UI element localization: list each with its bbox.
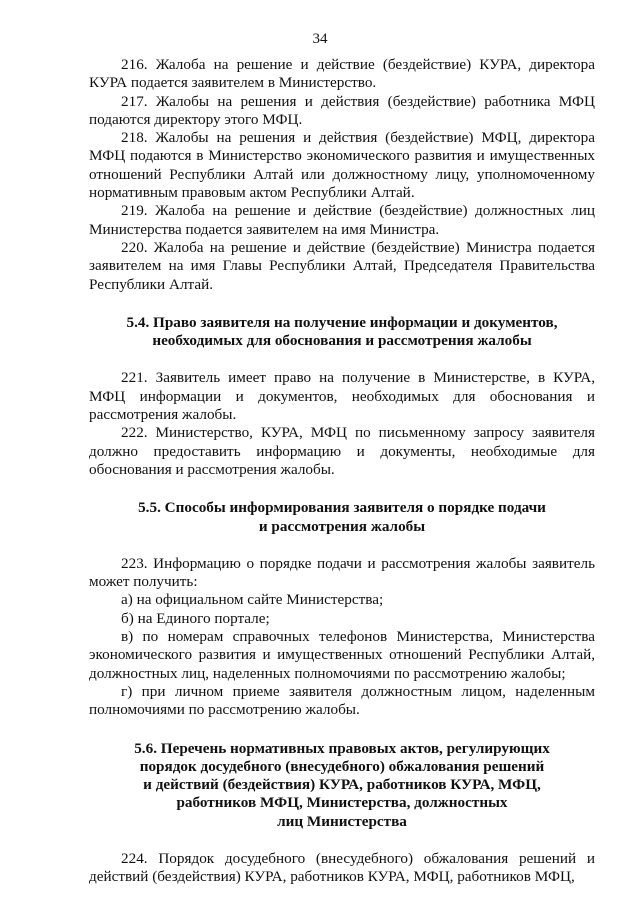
- paragraph-219: 219. Жалоба на решение и действие (бездействие) должностных лиц Министерства подается заявителем на имя Министра.: [89, 202, 595, 238]
- heading-line: 5.5. Способы информирования заявителя о порядке подачи: [138, 499, 546, 517]
- paragraph-222: 222. Министерство, КУРА, МФЦ по письменному запросу заявителя должно предоставить информацию и документы, необходимые для обоснования и рассмотрения жалобы.: [89, 424, 595, 478]
- heading-line: работников МФЦ, Министерства, должностных: [176, 794, 508, 812]
- section-heading-5-6: [89, 740, 595, 831]
- heading-line: лиц Министерства: [277, 812, 407, 830]
- section-5-6-body: [89, 850, 595, 887]
- paragraph-216: 216. Жалоба на решение и действие (бездействие) КУРА, директора КУРА подается заявителем в Министерство.: [89, 56, 595, 92]
- list-item-b: б) на Единого портале;: [121, 609, 270, 627]
- paragraph-223: 223. Информацию о порядке подачи и рассмотрения жалобы заявитель может получить:: [89, 554, 595, 591]
- section-heading-5-5: [89, 499, 595, 536]
- list-item-g: г) при личном приеме заявителя должностным лицом, наделенным полномочиями по рассмотрению жалобы.: [89, 682, 595, 719]
- document-body: [89, 56, 595, 887]
- heading-line: 5.6. Перечень нормативных правовых актов, регулирующих: [134, 739, 550, 757]
- heading-line: и рассмотрения жалобы: [258, 517, 426, 535]
- paragraph-217: 217. Жалобы на решения и действия (бездействие) работника МФЦ подаются директору этого МФЦ.: [89, 92, 595, 128]
- paragraph-220: 220. Жалоба на решение и действие (бездействие) Министра подается заявителем на имя Главы Республики Алтай, Председателя Правительства Республики Алтай.: [89, 238, 595, 293]
- section-5-5-body: [89, 555, 595, 720]
- page-number: 34: [312, 31, 328, 47]
- heading-line: необходимых для обоснования и рассмотрения жалобы: [152, 332, 532, 350]
- heading-line: и действий (бездействия) КУРА, работников КУРА, МФЦ,: [143, 776, 541, 794]
- paragraph-224: 224. Порядок досудебного (внесудебного) обжалования решений и действий (бездействия) КУРА, работников КУРА, МФЦ, работников МФЦ,: [89, 849, 595, 886]
- heading-line: 5.4. Право заявителя на получение информации и документов,: [126, 313, 558, 331]
- list-item-a: а) на официальном сайте Министерства;: [121, 591, 384, 609]
- paragraph-221: 221. Заявитель имеет право на получение в Министерстве, в КУРА, МФЦ информации и документов, необходимых для обоснования и рассмотрения жалобы.: [89, 369, 595, 424]
- heading-line: порядок досудебного (внесудебного) обжалования решений: [139, 757, 545, 775]
- section-heading-5-4: [89, 314, 595, 351]
- paragraph-218: 218. Жалобы на решения и действия (бездействие) МФЦ, директора МФЦ подаются в Министерство экономического развития и имущественных отношений Республики Алтай или должностному лицу, уполномоченному нормативным правовым актом Республики Алтай.: [89, 129, 595, 202]
- section-5-4-body: [89, 369, 595, 479]
- list-item-v: в) по номерам справочных телефонов Министерства, Министерства экономического развития и имущественных отношений Республики Алтай, должностных лиц, наделенных полномочиями по рассмотрению жалобы;: [89, 628, 595, 682]
